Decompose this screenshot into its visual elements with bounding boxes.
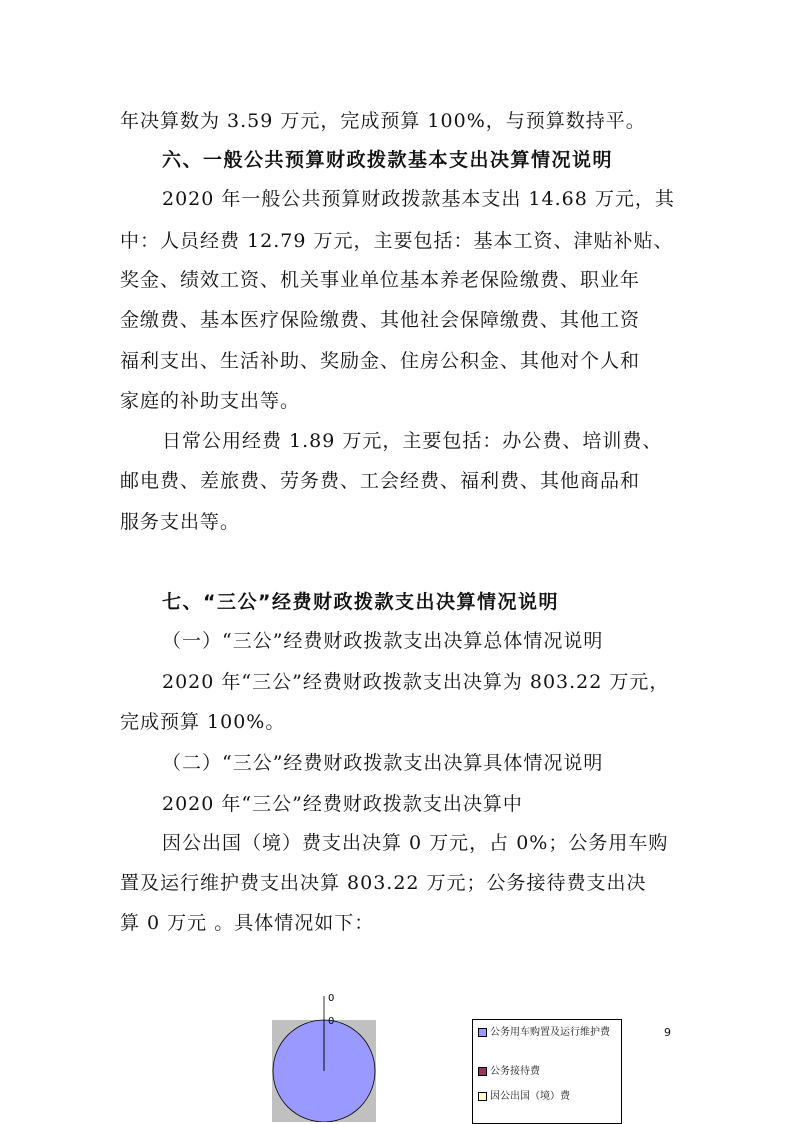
legend-swatch-icon [478,1028,487,1037]
paragraph-line: 2020 年“三公”经费财政拨款支出决算中 [162,793,523,815]
section-heading-7: 七、“三公”经费财政拨款支出决算情况说明 [162,591,559,613]
paragraph-line: 2020 年一般公共预算财政拨款基本支出 14.68 万元，其 [162,188,675,210]
paragraph-line: 福利支出、生活补助、奖励金、住房公积金、其他对个人和 [120,350,641,372]
data-label: 0 [328,993,335,1004]
paragraph-line: 家庭的补助支出等。 [120,390,301,412]
subsection-heading-2: （二）“三公”经费财政拨款支出决算具体情况说明 [162,752,604,774]
subsection-heading-1: （一）“三公”经费财政拨款支出决算总体情况说明 [162,630,604,652]
legend-swatch-icon [478,1067,487,1076]
legend-label: 因公出国（境）费 [490,1091,570,1102]
paragraph-line: 邮电费、差旅费、劳务费、工会经费、福利费、其他商品和 [120,470,641,492]
paragraph-line: 中：人员经费 12.79 万元，主要包括：基本工资、津贴补贴、 [120,230,674,252]
paragraph-line: 日常公用经费 1.89 万元，主要包括：办公费、培训费、 [162,430,663,452]
chart-legend [472,1019,622,1124]
data-label: 0 [328,1016,335,1027]
legend-label: 公务用车购置及运行维护费 [490,1027,610,1038]
paragraph-line: 年决算数为 3.59 万元，完成预算 100%，与预算数持平。 [120,110,646,132]
legend-label: 公务接待费 [490,1066,540,1077]
paragraph-line: 置及运行维护费支出决算 803.22 万元；公务接待费支出决 [120,872,647,894]
paragraph-line: 算 0 万元 。具体情况如下： [120,912,375,934]
page-number: 9 [664,1026,671,1039]
paragraph-line: 2020 年“三公”经费财政拨款支出决算为 803.22 万元， [162,671,670,693]
legend-item [478,1090,616,1103]
paragraph-line: 因公出国（境）费支出决算 0 万元，占 0%；公务用车购 [162,832,669,854]
legend-swatch-icon [478,1092,487,1101]
paragraph-line: 完成预算 100%。 [120,711,286,733]
paragraph-line: 奖金、绩效工资、机关事业单位基本养老保险缴费、职业年 [120,269,641,291]
section-heading-6: 六、一般公共预算财政拨款基本支出决算情况说明 [162,149,614,171]
legend-item [478,1065,616,1078]
paragraph-line: 金缴费、基本医疗保险缴费、其他社会保障缴费、其他工资 [120,309,641,331]
legend-item [478,1026,616,1039]
pie-chart [265,990,385,1122]
paragraph-line: 服务支出等。 [120,511,241,533]
